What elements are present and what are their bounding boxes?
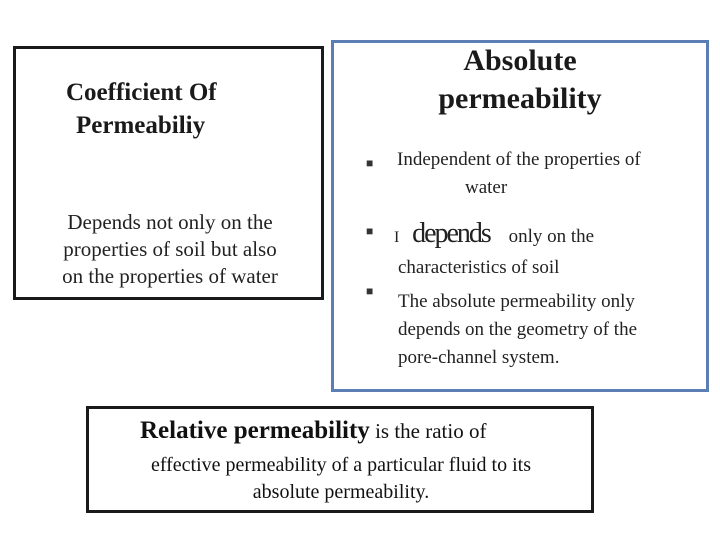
relative-definition-line1 — [140, 416, 486, 446]
absolute-title-line2: permeability — [438, 82, 602, 115]
bullet-square-icon: ■ — [366, 156, 374, 170]
relative-definition-body — [96, 452, 586, 506]
absolute-title — [400, 42, 640, 118]
bullet-square-icon: ■ — [366, 224, 374, 238]
coefficient-title-line1: Coefficient Of — [66, 79, 217, 106]
coefficient-description-line2: properties of soil but also — [63, 237, 277, 261]
relative-definition-line2: effective permeability of a particular fluid to its — [150, 454, 532, 476]
bullet-2-word: depends — [412, 218, 490, 249]
bullet-3-line3: pore-channel system. — [398, 347, 560, 368]
relative-definition-start: is the ratio of — [369, 419, 487, 443]
bullet-2-prefix: I — [394, 229, 400, 246]
coefficient-description — [20, 209, 320, 290]
relative-term: Relative permeability — [140, 417, 370, 444]
bullet-1-line2: water — [465, 177, 508, 198]
bullet-1-line1: Independent of the properties of — [397, 149, 641, 170]
absolute-title-line1: Absolute — [463, 44, 577, 77]
coefficient-title — [66, 76, 286, 142]
bullet-2-rest: only on the — [508, 226, 595, 247]
bullet-square-icon: ■ — [366, 284, 374, 298]
coefficient-title-line2: Permeabiliy — [76, 112, 206, 139]
coefficient-description-line1: Depends not only on the — [67, 210, 273, 234]
bullet-3-line2: depends on the geometry of the — [398, 319, 638, 340]
bullet-2-line2: characteristics of soil — [398, 257, 560, 278]
bullet-2-line1 — [394, 218, 595, 250]
coefficient-description-line3: on the properties of water — [62, 264, 278, 288]
relative-definition-line3: absolute permeability. — [252, 481, 430, 503]
bullet-3-line1: The absolute permeability only — [398, 291, 635, 312]
